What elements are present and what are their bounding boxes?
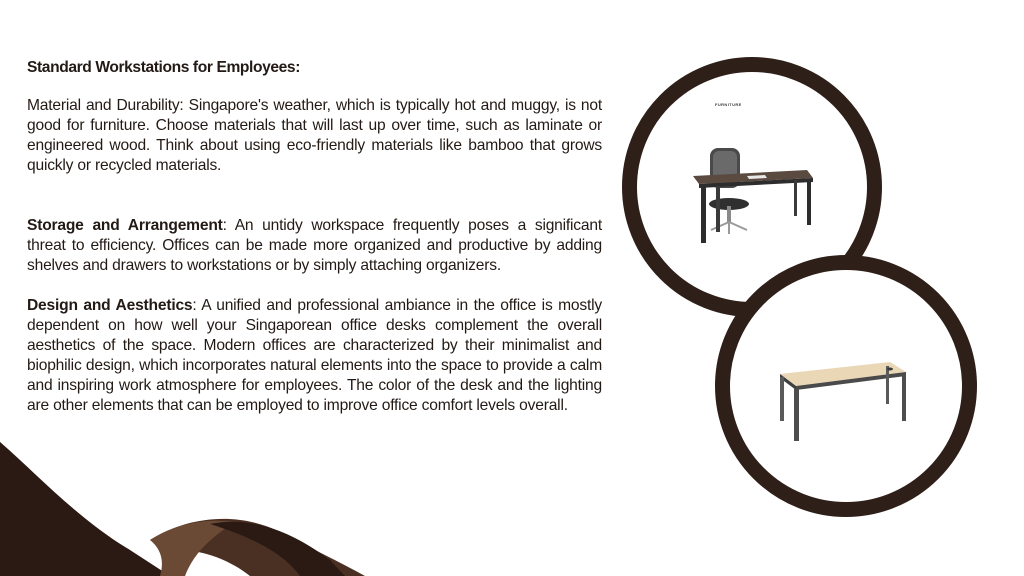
storage-body: : An untidy workspace frequently poses a significant threat to efficiency. Offices can be made more organized and productive by adding shelves and drawers to workstations or by simply attaching organizers.: [27, 217, 602, 274]
design-paragraph: [27, 296, 602, 416]
design-title: Design and Aesthetics: [27, 297, 193, 314]
design-body: : A unified and professional ambiance in the office is mostly dependent on how well your Singaporean office desks complement the overall aesthetics of the space. Modern offices are characterized by their minimalist and biophilic design, which incorporates natural elements into the space to provide a calm and inspiring work atmosphere for employees. The color of the desk and the lighting are other elements that can be employed to improve office comfort levels overall.: [27, 297, 603, 414]
decorative-swoosh: [0, 420, 380, 576]
content-column: [27, 58, 602, 416]
desk-illustration: [730, 270, 962, 502]
material-paragraph: Material and Durability: Singapore's weather, which is typically hot and muggy, is not good for furniture. Choose materials that will last up over time, such as laminate or engineered wood. Think about using eco-friendly materials like bamboo that grows quickly or recycled materials.: [27, 97, 602, 174]
storage-title: Storage and Arrangement: [27, 217, 223, 234]
photo-logo-fragment: FURNITURE: [715, 102, 742, 107]
section-heading: Standard Workstations for Employees:: [27, 59, 300, 76]
storage-paragraph: [27, 216, 602, 276]
desk-photo: [715, 255, 977, 517]
